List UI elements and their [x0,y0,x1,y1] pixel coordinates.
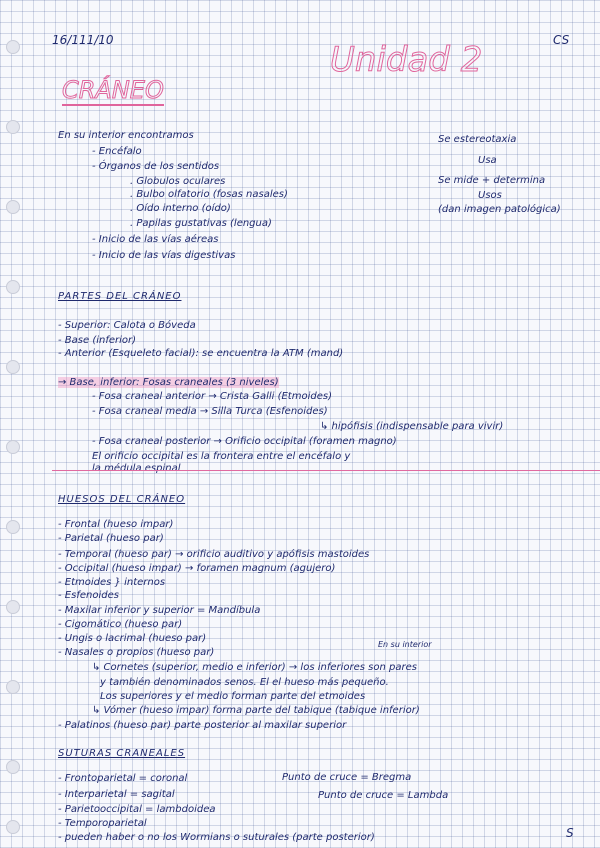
suturas-line: - pueden haber o no los Wormians o suturales (parte posterior) [58,832,375,843]
binder-hole [6,280,20,294]
suturas-line: - Interparietal = sagital [58,789,175,800]
huesos-line: Los superiores y el medio forman parte del etmoides [100,691,366,702]
intro-line: . Papilas gustativas (lengua) [130,218,272,229]
partes-line: - Superior: Calota o Bóveda [58,320,196,331]
binder-hole [6,600,20,614]
binder-hole [6,200,20,214]
binder-hole [6,120,20,134]
partes-line: - Fosa craneal posterior → Orificio occipital (foramen magno) [92,436,397,447]
intro-line: . Globulos oculares [130,176,226,187]
side-note: Se mide + determina [438,175,546,186]
huesos-line: y también denominados senos. El el hueso más pequeño. [100,677,389,688]
partes-line: - Base (inferior) [58,335,137,346]
binder-hole [6,40,20,54]
binder-hole [6,520,20,534]
section-heading: HUESOS DEL CRÁNEO [58,494,186,505]
intro-line: . Oído interno (oído) [130,203,231,214]
section-divider [52,470,600,471]
huesos-line: - Parietal (hueso par) [58,533,164,544]
huesos-line: En su interior [378,640,432,649]
huesos-line: - Ungis o lacrimal (hueso par) [58,633,207,644]
partes-line: - Fosa craneal media → Silla Turca (Esfenoides) [92,406,328,417]
partes-line: - Fosa craneal anterior → Crista Galli (Etmoides) [92,391,332,402]
suturas-note: Punto de cruce = Lambda [318,790,449,801]
topic-title: CRÁNEO [62,76,164,104]
suturas-note: Punto de cruce = Bregma [282,772,412,783]
huesos-line: - Esfenoides [58,590,119,601]
suturas-line: - Frontoparietal = coronal [58,773,188,784]
huesos-line: - Maxilar inferior y superior = Mandíbula [58,605,261,616]
huesos-line: - Nasales o propios (hueso par) [58,647,215,658]
intro-line: . Bulbo olfatorio (fosas nasales) [130,189,288,200]
section-heading: SUTURAS CRANEALES [58,748,186,759]
page-mark: S [566,826,574,840]
page-date: 16/111/10 [52,33,114,47]
partes-line: la médula espinal [92,463,181,474]
side-note: Usos [478,190,502,201]
side-note: (dan imagen patológica) [438,204,561,215]
partes-line: ↳ hipófisis (indispensable para vivir) [320,421,504,432]
partes-line: El orificio occipital es la frontera entre el encéfalo y [92,451,351,462]
intro-line: - Órganos de los sentidos [92,161,220,172]
huesos-line: - Frontal (hueso impar) [58,519,174,530]
side-note: Se estereotaxia [438,134,517,145]
binder-hole [6,680,20,694]
binder-hole [6,360,20,374]
binder-hole [6,440,20,454]
huesos-line: - Palatinos (hueso par) parte posterior al maxilar superior [58,720,347,731]
binder-hole [6,760,20,774]
side-note: Usa [478,155,497,166]
intro-line: - Inicio de las vías digestivas [92,250,236,261]
intro-line: En su interior encontramos [58,130,194,141]
huesos-line: ↳ Vómer (hueso impar) forma parte del tabique (tabique inferior) [92,705,420,716]
suturas-line: - Parietooccipital = lambdoidea [58,804,216,815]
binder-hole [6,820,20,834]
huesos-line: - Etmoides } internos [58,577,166,588]
intro-line: - Encéfalo [92,146,142,157]
partes-line: - Anterior (Esqueleto facial): se encuentra la ATM (mand) [58,348,344,359]
page-code: CS [553,33,570,47]
intro-line: - Inicio de las vías aéreas [92,234,219,245]
huesos-line: ↳ Cornetes (superior, medio e inferior) → los inferiores son pares [92,662,417,673]
section-heading: PARTES DEL CRÁNEO [58,291,182,302]
huesos-line: - Temporal (hueso par) → orificio auditivo y apófisis mastoides [58,549,370,560]
huesos-line: - Cigomático (hueso par) [58,619,183,630]
partes-line: → Base, inferior: Fosas craneales (3 niveles) [58,377,279,388]
suturas-line: - Temporoparietal [58,818,147,829]
unit-title: Unidad 2 [330,40,483,80]
huesos-line: - Occipital (hueso impar) → foramen magnum (agujero) [58,563,336,574]
